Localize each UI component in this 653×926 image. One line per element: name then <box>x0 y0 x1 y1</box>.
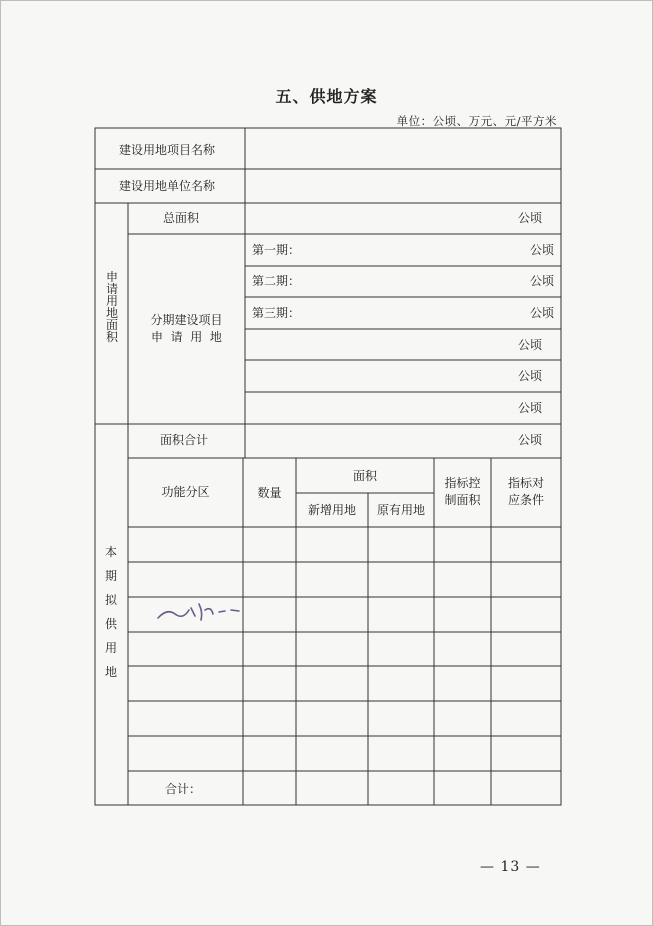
area-header: 面积 <box>352 469 377 483</box>
count-header: 数量 <box>257 486 282 500</box>
unit-note: 单位：公顷、万元、元/平方米 <box>396 114 557 128</box>
phase-6-unit: 公顷 <box>518 401 543 415</box>
phase-2-unit: 公顷 <box>530 274 555 288</box>
phased-project-label-2: 申 请 用 地 <box>151 330 222 344</box>
zone-header: 功能分区 <box>161 485 210 499</box>
phase-3-label: 第三期： <box>252 306 301 320</box>
page-number: — 13 — <box>480 859 541 875</box>
project-name-label: 建设用地项目名称 <box>119 143 216 157</box>
index-cond-header-2: 应条件 <box>507 493 544 507</box>
phase-5-unit: 公顷 <box>518 369 543 383</box>
index-ctrl-header-2: 制面积 <box>444 493 481 507</box>
phased-project-label-1: 分期建设项目 <box>150 313 223 327</box>
index-ctrl-header-1: 指标控 <box>444 476 481 490</box>
phase-3-unit: 公顷 <box>530 306 555 320</box>
phase-4-unit: 公顷 <box>518 338 543 352</box>
total-area-unit: 公顷 <box>518 211 543 225</box>
phase-2-label: 第二期： <box>252 274 301 288</box>
handwritten-scribble <box>155 598 245 626</box>
phase-1-label: 第一期： <box>252 243 301 257</box>
new-land-header: 新增用地 <box>307 503 356 517</box>
area-total-label: 面积合计 <box>160 433 209 447</box>
apply-area-label: 申 请 用 地 面 积 <box>105 270 118 344</box>
total-row-label: 合计： <box>165 782 202 796</box>
phase-1-unit: 公顷 <box>530 243 555 257</box>
area-total-unit: 公顷 <box>518 433 543 447</box>
existing-land-header: 原有用地 <box>376 503 425 517</box>
index-cond-header-1: 指标对 <box>507 476 544 490</box>
unit-name-label: 建设用地单位名称 <box>119 179 216 193</box>
supply-land-label: 本 期 拟 供 用 地 <box>104 545 117 679</box>
page-title: 五、供地方案 <box>275 87 378 106</box>
total-area-label: 总面积 <box>163 211 200 225</box>
